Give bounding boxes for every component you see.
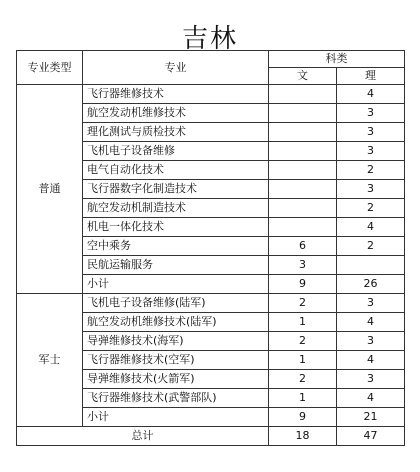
li-count-cell: 2 [337, 237, 405, 256]
li-count-cell: 4 [337, 313, 405, 332]
major-cell: 小计 [83, 275, 269, 294]
li-count-cell: 4 [337, 351, 405, 370]
header-major: 专业 [83, 51, 269, 85]
wen-count-cell [269, 180, 337, 199]
major-cell: 航空发动机维修技术 [83, 104, 269, 123]
header-li: 理 [337, 68, 405, 85]
major-cell: 民航运输服务 [83, 256, 269, 275]
li-count-cell: 3 [337, 123, 405, 142]
wen-count-cell [269, 85, 337, 104]
wen-count-cell: 9 [269, 408, 337, 427]
wen-count-cell: 6 [269, 237, 337, 256]
major-cell: 理化测试与质检技术 [83, 123, 269, 142]
table-row [17, 85, 405, 104]
li-count-cell: 3 [337, 142, 405, 161]
total-li: 47 [337, 427, 405, 446]
li-count-cell: 3 [337, 104, 405, 123]
wen-count-cell: 9 [269, 275, 337, 294]
li-count-cell: 3 [337, 294, 405, 313]
major-type-cell: 军士 [17, 294, 83, 427]
wen-count-cell [269, 218, 337, 237]
li-count-cell: 2 [337, 199, 405, 218]
header-category: 科类 [269, 51, 405, 68]
page-title: 吉林 [181, 24, 238, 54]
wen-count-cell: 1 [269, 351, 337, 370]
table-body [17, 85, 405, 446]
table-row [17, 294, 405, 313]
major-cell: 航空发动机制造技术 [83, 199, 269, 218]
major-cell: 小计 [83, 408, 269, 427]
major-cell: 飞机电子设备维修 [83, 142, 269, 161]
major-cell: 飞行器维修技术(武警部队) [83, 389, 269, 408]
wen-count-cell: 2 [269, 332, 337, 351]
major-cell: 飞行器维修技术 [83, 85, 269, 104]
total-label: 总计 [17, 427, 269, 446]
li-count-cell: 21 [337, 408, 405, 427]
wen-count-cell: 1 [269, 389, 337, 408]
major-type-cell: 普通 [17, 85, 83, 294]
li-count-cell: 3 [337, 180, 405, 199]
header-type: 专业类型 [17, 51, 83, 85]
wen-count-cell: 3 [269, 256, 337, 275]
major-cell: 导弹维修技术(火箭军) [83, 370, 269, 389]
wen-count-cell [269, 104, 337, 123]
major-cell: 飞机电子设备维修(陆军) [83, 294, 269, 313]
wen-count-cell [269, 123, 337, 142]
wen-count-cell [269, 142, 337, 161]
wen-count-cell: 1 [269, 313, 337, 332]
li-count-cell: 4 [337, 85, 405, 104]
li-count-cell: 4 [337, 389, 405, 408]
wen-count-cell: 2 [269, 370, 337, 389]
li-count-cell: 3 [337, 332, 405, 351]
wen-count-cell [269, 199, 337, 218]
total-row [17, 427, 405, 446]
li-count-cell [337, 256, 405, 275]
major-cell: 飞行器维修技术(空军) [83, 351, 269, 370]
wen-count-cell [269, 161, 337, 180]
major-cell: 机电一体化技术 [83, 218, 269, 237]
li-count-cell: 4 [337, 218, 405, 237]
li-count-cell: 26 [337, 275, 405, 294]
major-cell: 飞行器数字化制造技术 [83, 180, 269, 199]
header-wen: 文 [269, 68, 337, 85]
total-wen: 18 [269, 427, 337, 446]
enrollment-table [16, 50, 405, 446]
li-count-cell: 3 [337, 370, 405, 389]
major-cell: 空中乘务 [83, 237, 269, 256]
major-cell: 导弹维修技术(海军) [83, 332, 269, 351]
li-count-cell: 2 [337, 161, 405, 180]
major-cell: 航空发动机维修技术(陆军) [83, 313, 269, 332]
wen-count-cell: 2 [269, 294, 337, 313]
major-cell: 电气自动化技术 [83, 161, 269, 180]
